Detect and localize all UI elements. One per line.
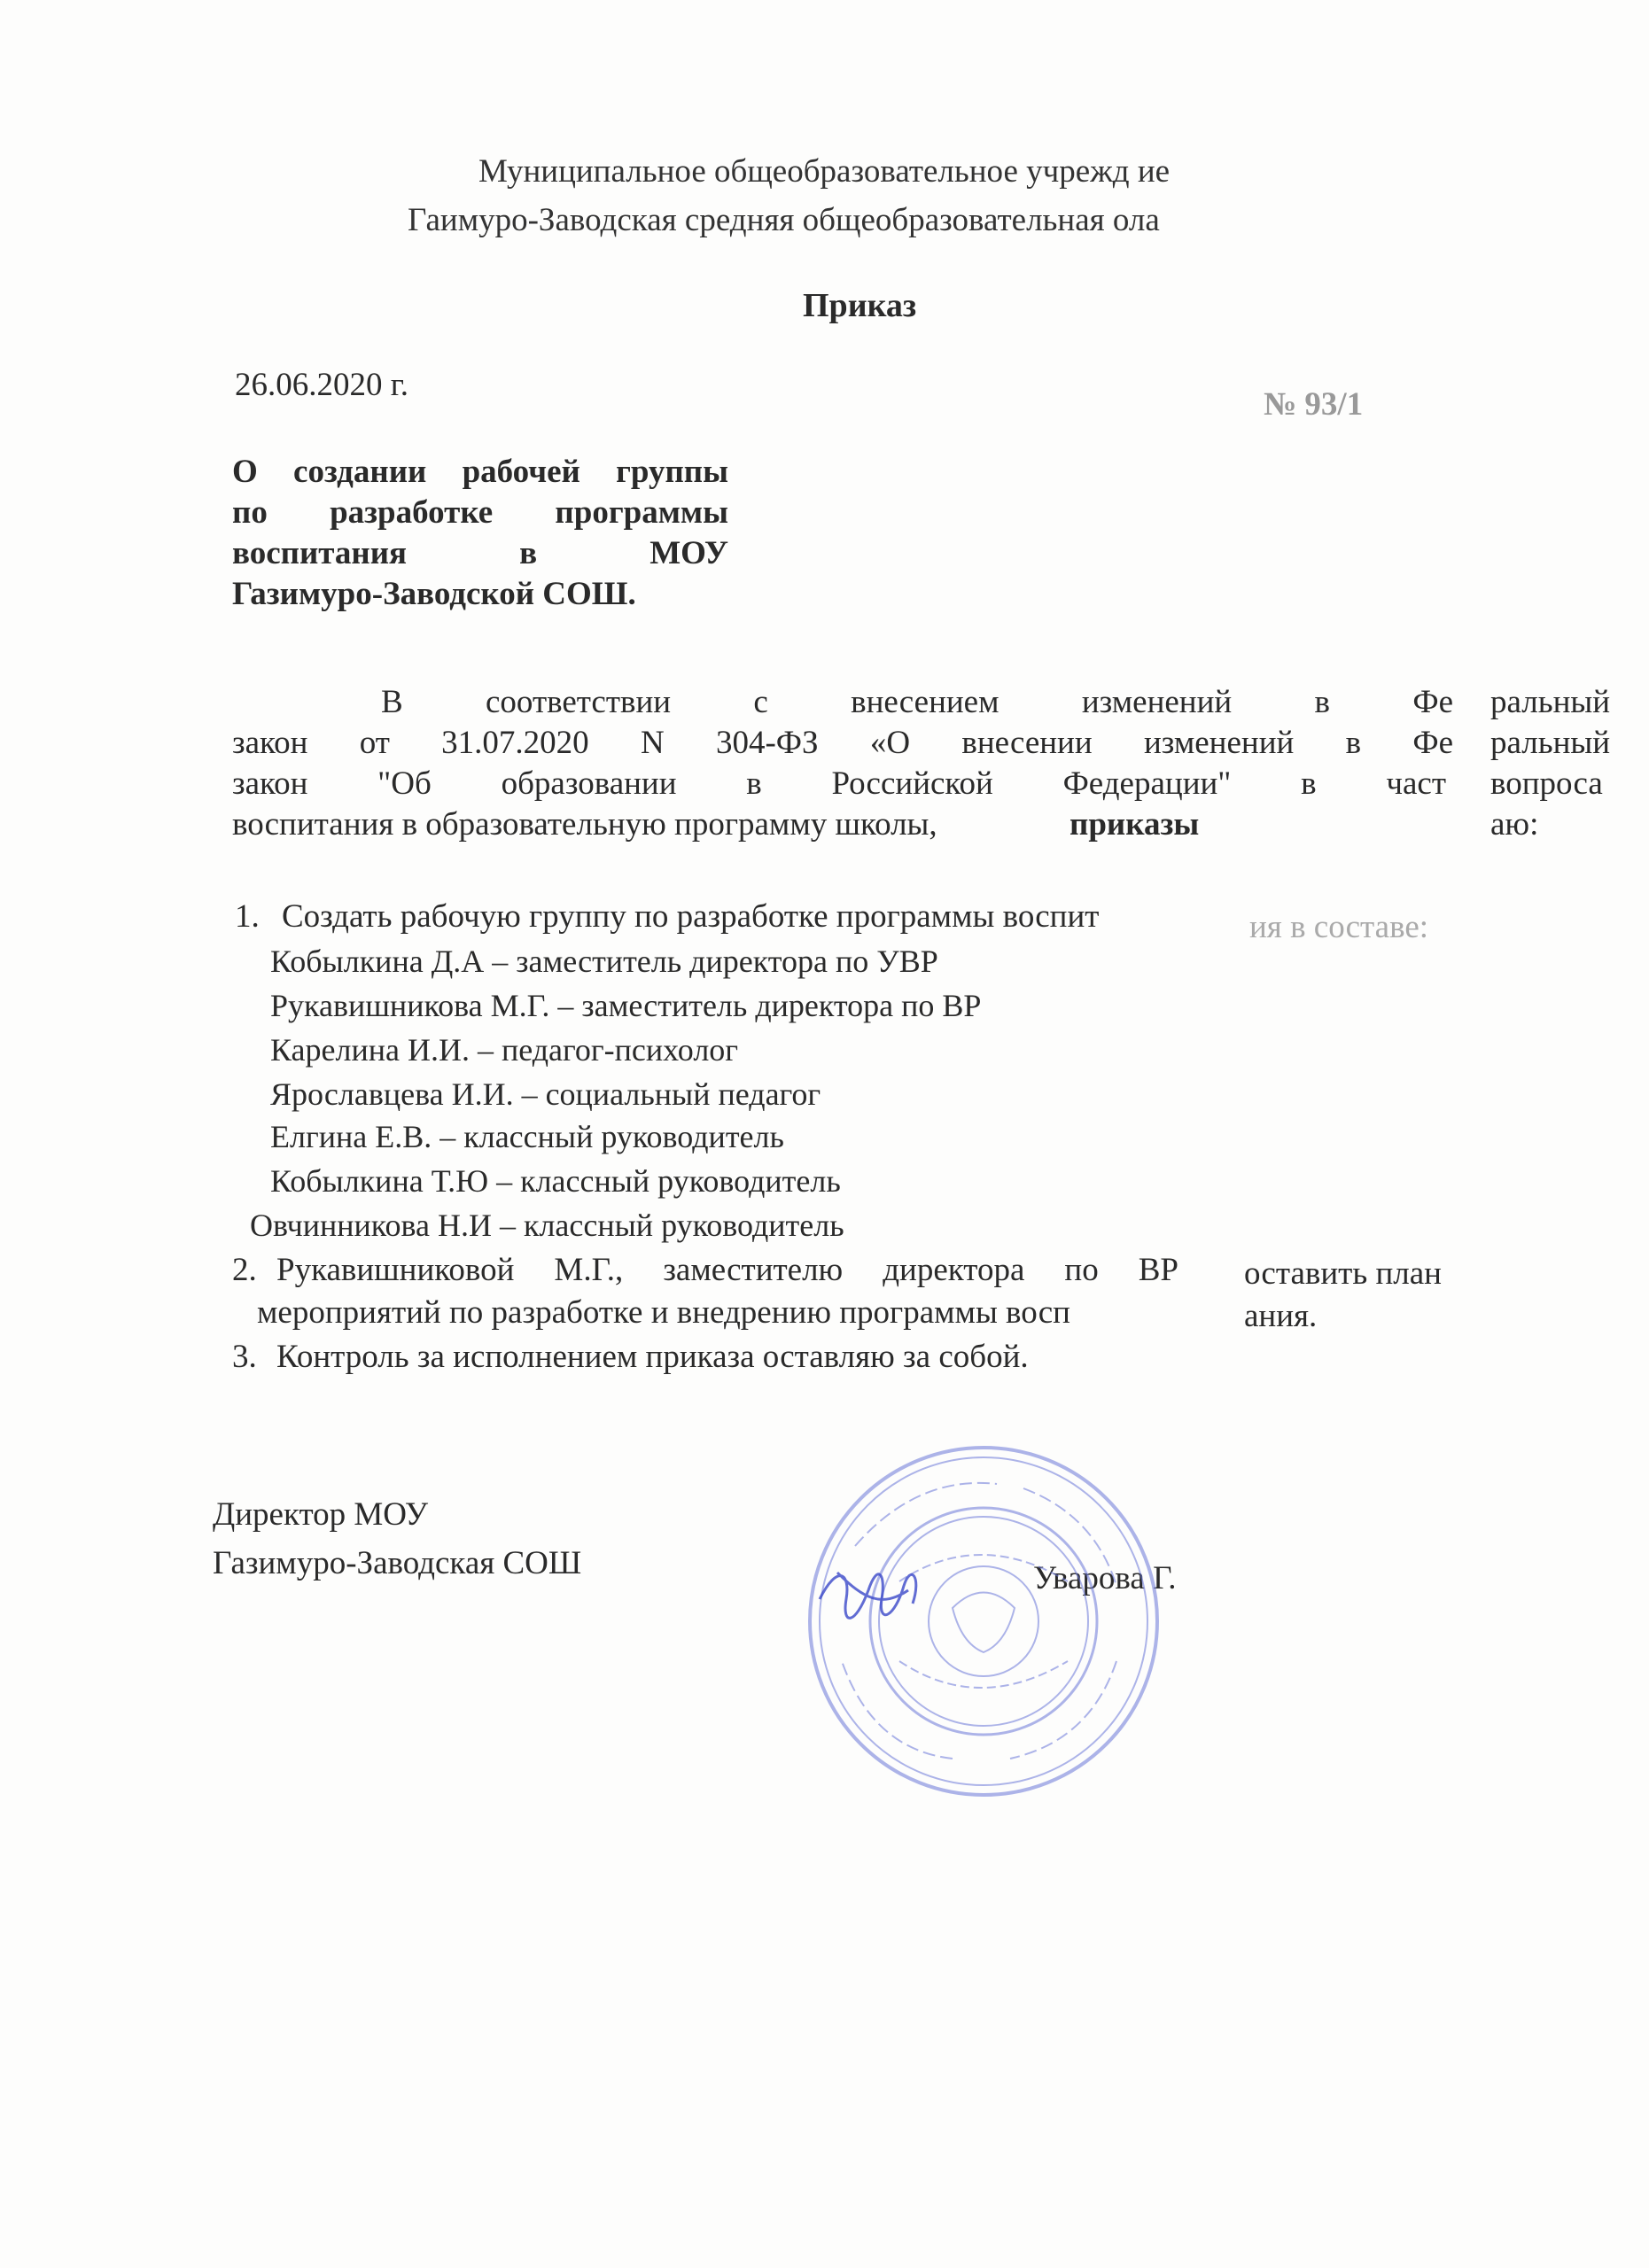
item-3-text: Контроль за исполнением приказа оставляю за собой. bbox=[276, 1339, 1029, 1375]
signatory-name: Уварова Г. bbox=[1033, 1560, 1177, 1596]
institution-name-line1: Муниципальное общеобразовательное учрежд ие bbox=[478, 153, 1171, 190]
item-3-number: 3. bbox=[232, 1339, 257, 1375]
preamble-text: воспитания в образовательную программу школы, bbox=[232, 806, 937, 843]
preamble-text: В соответствии с внесением изменений в Фе bbox=[381, 684, 1453, 720]
order-subject bbox=[232, 452, 728, 615]
preamble-text: вопроса bbox=[1490, 765, 1603, 802]
item-1-number: 1. bbox=[235, 898, 260, 935]
item-2-number: 2. bbox=[232, 1252, 257, 1288]
preamble-line bbox=[232, 682, 1611, 723]
member-line: Кобылкина Д.А – заместитель директора по УВР bbox=[270, 944, 938, 979]
document-title: Приказ bbox=[803, 287, 917, 324]
preamble-line bbox=[232, 804, 1539, 845]
preamble-line bbox=[232, 723, 1611, 764]
member-line: Карелина И.И. – педагог-психолог bbox=[270, 1032, 739, 1068]
signatory-position-line1: Директор МОУ bbox=[213, 1496, 429, 1533]
member-line: Рукавишникова М.Г. – заместитель директора по ВР bbox=[270, 988, 982, 1023]
member-line: Ярославцева И.И. – социальный педагог bbox=[270, 1076, 821, 1112]
preamble-text: закон "Об образовании в Российской Федерации" в част bbox=[232, 765, 1446, 802]
subject-line: О создании рабочей группы bbox=[232, 454, 728, 490]
order-date: 26.06.2020 г. bbox=[235, 367, 409, 403]
member-line: Кобылкина Т.Ю – классный руководитель bbox=[270, 1163, 841, 1199]
preamble bbox=[232, 682, 1611, 845]
subject-line: Газимуро-Заводской СОШ. bbox=[232, 576, 636, 612]
subject-line: по разработке программы bbox=[232, 494, 728, 531]
item-2-line2: мероприятий по разработке и внедрению программы восп bbox=[257, 1294, 1070, 1331]
preamble-text: закон от 31.07.2020 N 304-ФЗ «О внесении изменений в Фе bbox=[232, 725, 1453, 761]
official-seal-stamp bbox=[802, 1440, 1165, 1803]
subject-line: воспитания в МОУ bbox=[232, 535, 728, 571]
signatory-position-line2: Газимуро-Заводская СОШ bbox=[213, 1545, 582, 1581]
order-number: № 93/1 bbox=[1264, 386, 1364, 423]
member-line: Овчинникова Н.И – классный руководитель bbox=[250, 1208, 844, 1243]
preamble-text: аю: bbox=[1490, 806, 1539, 843]
item-1-tail: ия в составе: bbox=[1249, 909, 1429, 945]
item-2-line2-tail: ания. bbox=[1244, 1298, 1318, 1334]
institution-name-line2: Гаимуро-Заводская средняя общеобразовательная ола bbox=[408, 202, 1160, 238]
preamble-text: ральный bbox=[1490, 684, 1611, 720]
preamble-text: ральный bbox=[1490, 725, 1611, 761]
item-2-line1-tail: оставить план bbox=[1244, 1255, 1442, 1292]
member-line: Елгина Е.В. – классный руководитель bbox=[270, 1119, 784, 1154]
item-2-line1: Рукавишниковой М.Г., заместителю директора по ВР bbox=[276, 1252, 1178, 1288]
item-1-text: Создать рабочую группу по разработке программы воспит bbox=[282, 898, 1100, 935]
preamble-line bbox=[232, 764, 1603, 804]
preamble-order-word: приказы bbox=[1070, 806, 1200, 843]
